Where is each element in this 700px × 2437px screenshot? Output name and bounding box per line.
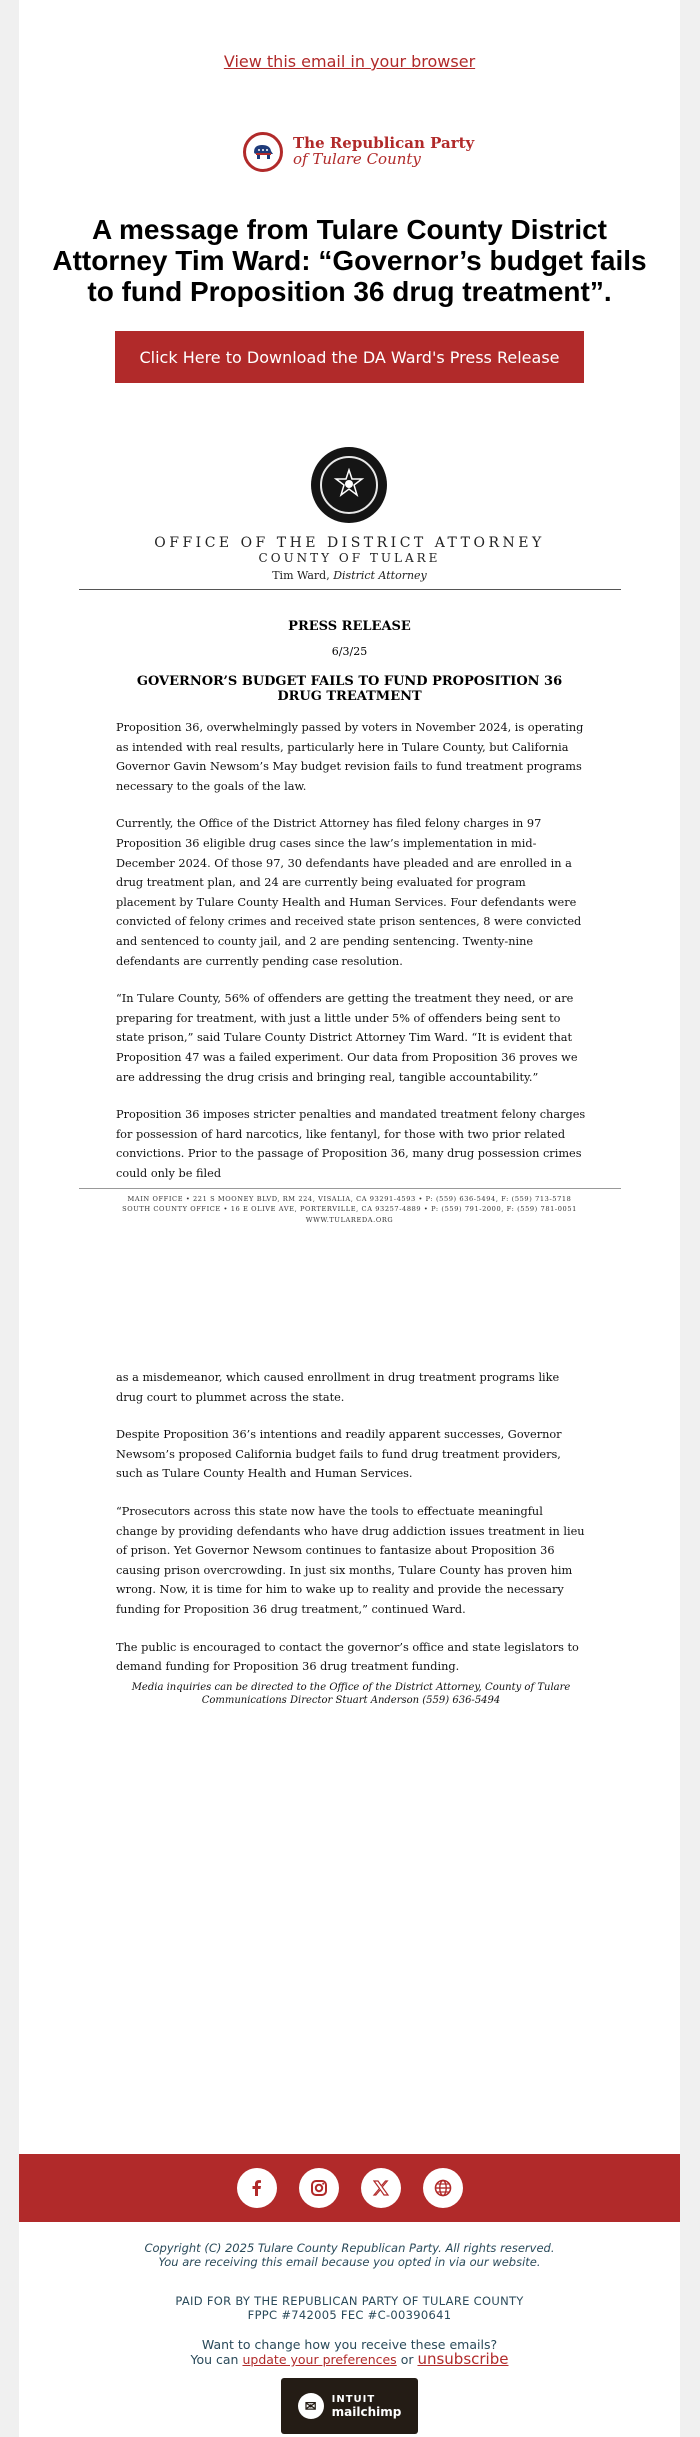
headline: A message from Tulare County District Attorney Tim Ward: “Governor’s budget fails to fund Proposition 36 drug treatment”. xyxy=(52,214,647,307)
mailchimp-badge[interactable] xyxy=(281,2378,418,2434)
da-name: Tim Ward, District Attorney xyxy=(272,569,427,582)
south-office-address: SOUTH COUNTY OFFICE • 16 E OLIVE AVE, PORTERVILLE, CA 93257-4889 • P: (559) 791-2000, F: (559) 781-0051 xyxy=(122,1205,577,1213)
divider xyxy=(79,589,621,590)
website-globe-icon[interactable] xyxy=(423,2168,463,2208)
paid-for-block xyxy=(19,2294,680,2322)
intuit-label: INTUIT xyxy=(331,2394,376,2405)
paragraph: Despite Proposition 36’s intentions and readily apparent successes, Governor Newsom’s proposed California budget fails to fund drug treatment providers, such as Tulare County Health and Human Services. xyxy=(116,1428,562,1481)
paragraph: Currently, the Office of the District Attorney has filed felony charges in 97 Proposition 36 eligible drug cases since the law’s implementation in mid-December 2024. Of those 97, 30 defendants have pleaded and are enrolled in a drug treatment plan, and 24 are currently being evaluated for program placement by Tulare County Health and Human Services. Four defendants were convicted of felony crimes and received state prison sentences, 8 were convicted and sentenced to county jail, and 2 are pending sentencing. Twenty-nine defendants are currently pending case resolution. xyxy=(116,817,582,968)
party-logo xyxy=(243,132,474,172)
social-links xyxy=(19,2154,680,2222)
elephant-icon xyxy=(243,132,283,172)
download-press-release-button[interactable]: Click Here to Download the DA Ward's Press Release xyxy=(115,331,584,383)
website: WWW.TULAREDA.ORG xyxy=(305,1216,394,1224)
press-release-body-page-1 xyxy=(116,718,586,1201)
paragraph: Proposition 36 imposes stricter penalties and mandated treatment felony charges for possession of hard narcotics, like fentanyl, for those with two prior related convictions. Prior to the passage of Proposition 36, many drug possession crimes could only be filed xyxy=(116,1108,586,1180)
unsubscribe-link[interactable]: unsubscribe xyxy=(417,2350,509,2368)
media-inquiries: Media inquiries can be directed to the Office of the District Attorney, County of Tulare Communications Director Stuart Anderson (559) 636-5494 xyxy=(131,1682,571,1706)
main-office-address: MAIN OFFICE • 221 S MOONEY BLVD, RM 224, VISALIA, CA 93291-4593 • P: (559) 636-5494, F: (559) 713-5718 xyxy=(127,1195,572,1203)
paid-for: PAID FOR BY THE REPUBLICAN PARTY OF TULARE COUNTY xyxy=(175,2294,524,2308)
paragraph: Proposition 36, overwhelmingly passed by voters in November 2024, is operating as intended with real results, particularly here in Tulare County, but California Governor Gavin Newsom’s May budget revision fails to fund treatment programs necessary to the goals of the law. xyxy=(116,721,584,793)
change-question: Want to change how you receive these emails? xyxy=(201,2337,498,2352)
press-release-body-page-2 xyxy=(116,1368,586,1695)
paragraph: “In Tulare County, 56% of offenders are getting the treatment they need, or are preparing for treatment, with just a little under 5% of offenders being sent to state prison,” said Tulare County District Attorney Tim Ward. “It is evident that Proposition 47 was a failed experiment. Our data from Proposition 36 proves we are addressing the drug crisis and bringing real, tangible accountability.” xyxy=(116,992,578,1084)
da-title: District Attorney xyxy=(333,569,427,582)
email-page xyxy=(19,0,680,2437)
fppc-number: FPPC #742005 FEC #C-00390641 xyxy=(247,2308,452,2322)
view-in-browser-link[interactable]: View this email in your browser xyxy=(223,52,476,71)
press-release-title: GOVERNOR’S BUDGET FAILS TO FUND PROPOSITION 36 DRUG TREATMENT xyxy=(136,674,563,704)
facebook-icon[interactable] xyxy=(237,2168,277,2208)
county-title: COUNTY OF TULARE xyxy=(258,551,441,565)
opt-in-note: You are receiving this email because you opted in via our website. xyxy=(158,2255,541,2269)
paragraph: “Prosecutors across this state now have the tools to effectuate meaningful change by providing defendants who have drug addiction issues treatment in lieu of prison. Yet Governor Newsom continues to fantasize about Proposition 36 causing prison overcrowding. In just six months, Tulare County has proven him wrong. Now, it is time for him to wake up to reality and provide the necessary funding for Proposition 36 drug treatment,” continued Ward. xyxy=(116,1504,585,1616)
paragraph: The public is encouraged to contact the governor’s office and state legislators to demand funding for Proposition 36 drug treatment funding. xyxy=(116,1640,579,1674)
instagram-icon[interactable] xyxy=(299,2168,339,2208)
mailchimp-label: mailchimp xyxy=(331,2405,402,2419)
logo-line-1: The Republican Party xyxy=(293,134,475,153)
press-release-date: 6/3/25 xyxy=(331,645,368,658)
copyright: Copyright (C) 2025 Tulare County Republican Party. All rights reserved. xyxy=(144,2241,555,2255)
office-title: OFFICE OF THE DISTRICT ATTORNEY xyxy=(154,535,545,551)
preferences-block xyxy=(19,2337,680,2367)
preferences-line: You can update your preferences or unsubscribe xyxy=(190,2350,509,2368)
badge-star-icon xyxy=(320,456,378,514)
x-twitter-icon[interactable] xyxy=(361,2168,401,2208)
mailchimp-icon: ✉ xyxy=(298,2393,324,2419)
press-release-label: PRESS RELEASE xyxy=(288,619,411,634)
update-preferences-link[interactable]: update your preferences xyxy=(242,2352,397,2367)
logo-line-2: of Tulare County xyxy=(293,150,421,168)
copyright-block xyxy=(19,2241,680,2269)
district-attorney-seal xyxy=(311,447,387,523)
paragraph: as a misdemeanor, which caused enrollment in drug treatment programs like drug court to plummet across the state. xyxy=(116,1371,560,1404)
footer-divider xyxy=(79,1188,621,1189)
